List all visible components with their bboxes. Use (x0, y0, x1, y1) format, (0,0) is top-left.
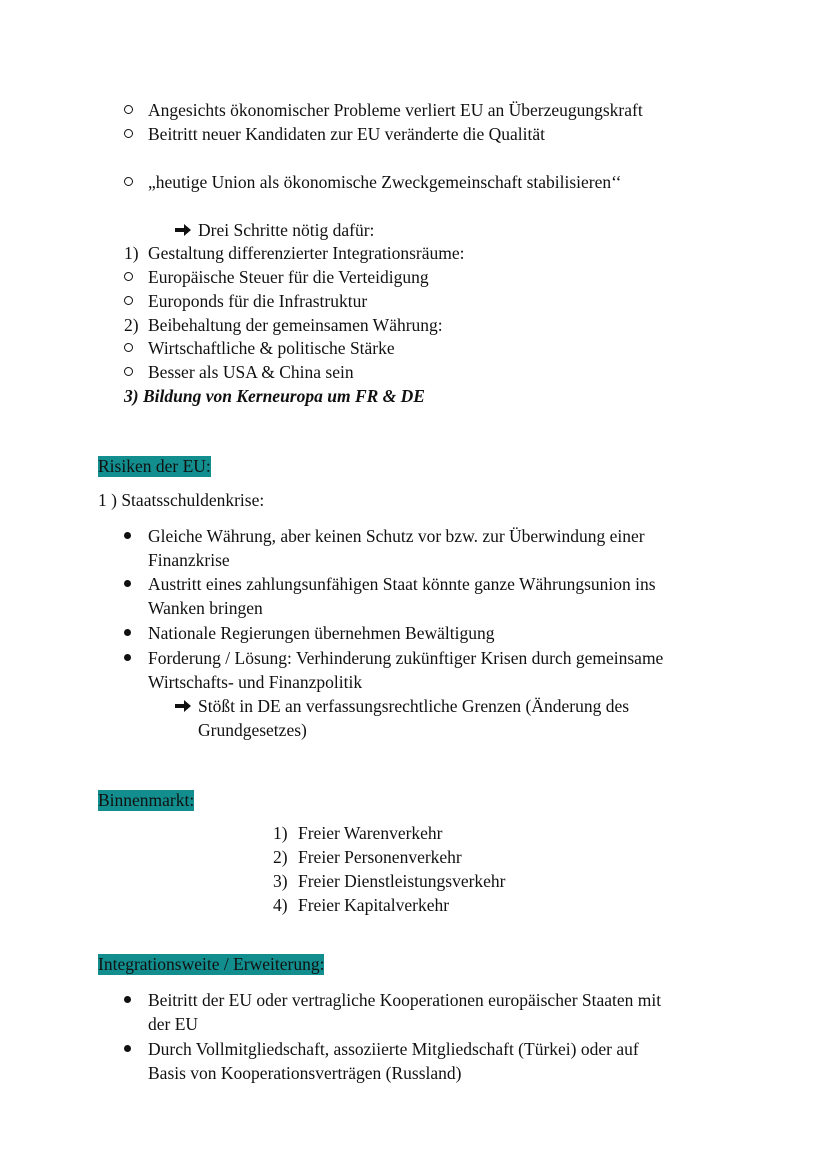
bullet-icon (124, 622, 131, 644)
step-number: 2) (124, 315, 139, 335)
list-item: Beitritt neuer Kandidaten zur EU veränderte die Qualität (148, 124, 545, 144)
arrow-right-icon (174, 695, 192, 717)
list-item-cont: Finanzkrise (148, 550, 230, 570)
list-item-cont: Wanken bringen (148, 598, 263, 618)
list-item: Besser als USA & China sein (148, 362, 354, 382)
list-item-cont: der EU (148, 1014, 199, 1034)
list-item: Freier Warenverkehr (298, 823, 443, 843)
step-item-bold: 3) Bildung von Kerneuropa um FR & DE (124, 386, 425, 406)
arrow-right-icon (174, 219, 192, 241)
circle-bullet-icon (124, 171, 133, 193)
step-number: 1) (124, 243, 139, 263)
list-item: Wirtschaftliche & politische Stärke (148, 338, 395, 358)
list-item: Austritt eines zahlungsunfähigen Staat könnte ganze Währungsunion ins (148, 574, 656, 594)
subheading: 1 ) Staatsschuldenkrise: (98, 490, 265, 510)
list-item: Durch Vollmitgliedschaft, assoziierte Mitgliedschaft (Türkei) oder auf (148, 1039, 639, 1059)
circle-bullet-icon (124, 266, 133, 288)
list-item: Forderung / Lösung: Verhinderung zukünftiger Krisen durch gemeinsame (148, 648, 664, 668)
circle-bullet-icon (124, 123, 133, 145)
list-item: Beitritt der EU oder vertragliche Kooperationen europäischer Staaten mit (148, 990, 662, 1010)
list-number: 4) (273, 895, 288, 915)
list-item-cont: Basis von Kooperationsverträgen (Russland) (148, 1063, 462, 1083)
list-item: Europäische Steuer für die Verteidigung (148, 267, 429, 287)
arrow-note-cont: Grundgesetzes) (198, 720, 307, 740)
list-number: 3) (273, 871, 288, 891)
list-item: Angesichts ökonomischer Probleme verliert EU an Überzeugungskraft (148, 100, 643, 120)
list-item: Freier Kapitalverkehr (298, 895, 450, 915)
list-number: 1) (273, 823, 288, 843)
list-item: Freier Personenverkehr (298, 847, 462, 867)
bullet-icon (124, 573, 131, 595)
list-item: Gleiche Währung, aber keinen Schutz vor bzw. zur Überwindung einer (148, 526, 645, 546)
circle-bullet-icon (124, 99, 133, 121)
step-item: Beibehaltung der gemeinsamen Währung: (148, 315, 443, 335)
list-number: 2) (273, 847, 288, 867)
bullet-icon (124, 525, 131, 547)
bullet-icon (124, 989, 131, 1011)
section-heading (98, 789, 194, 811)
list-item: Nationale Regierungen übernehmen Bewältigung (148, 623, 495, 643)
section-heading (98, 953, 324, 975)
circle-bullet-icon (124, 361, 133, 383)
section-heading (98, 455, 211, 477)
list-item: „heutige Union als ökonomische Zweckgemeinschaft stabilisieren‘‘ (148, 172, 622, 192)
step-item: Gestaltung differenzierter Integrationsräume: (148, 243, 465, 263)
bullet-icon (124, 1038, 131, 1060)
list-item: Freier Dienstleistungsverkehr (298, 871, 506, 891)
list-item-cont: Wirtschafts- und Finanzpolitik (148, 672, 363, 692)
circle-bullet-icon (124, 337, 133, 359)
bullet-icon (124, 647, 131, 669)
arrow-note: Drei Schritte nötig dafür: (198, 220, 375, 240)
arrow-note: Stößt in DE an verfassungsrechtliche Grenzen (Änderung des (198, 696, 630, 716)
heading-highlight: Integrationsweite / Erweiterung: (98, 954, 325, 974)
list-item: Europonds für die Infrastruktur (148, 291, 368, 311)
heading-highlight: Binnenmarkt: (98, 790, 195, 810)
circle-bullet-icon (124, 290, 133, 312)
heading-highlight: Risiken der EU: (98, 456, 211, 476)
